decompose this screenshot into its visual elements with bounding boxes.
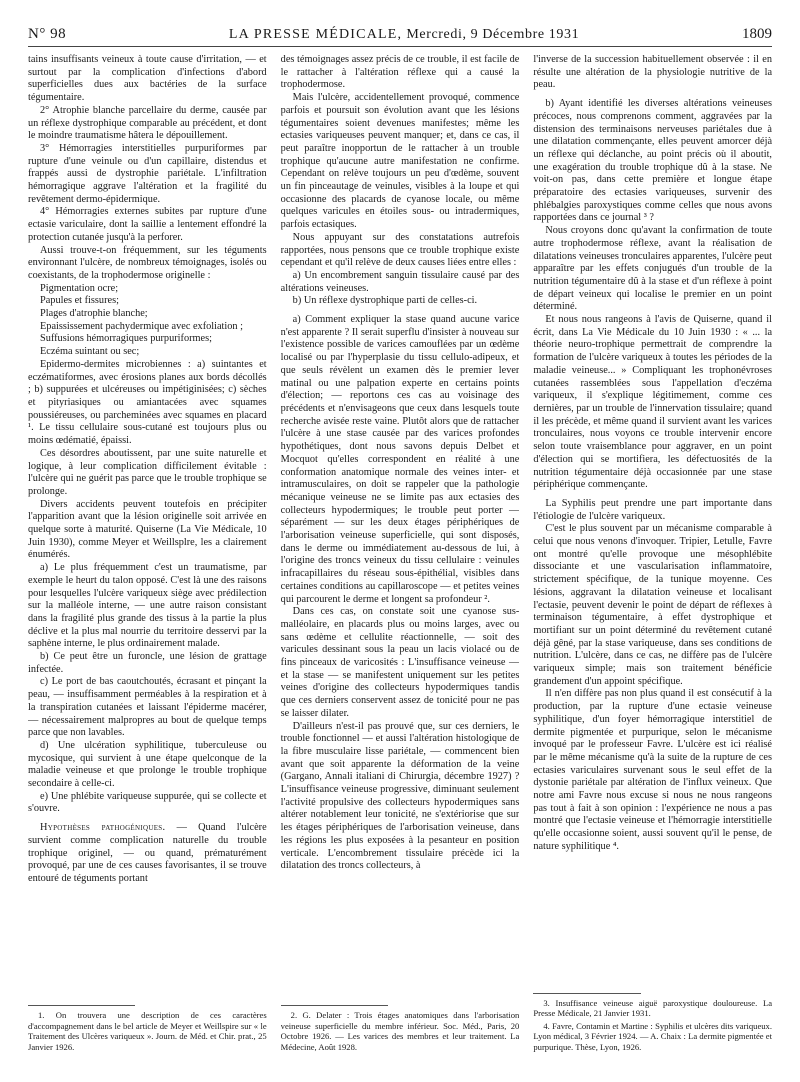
list-item: Epaississement pachydermique avec exfoliation ; <box>40 320 244 332</box>
section-text: — Quand l'ulcère survient comme complication naturelle du trouble trophique originel, — ou quand, prématurément provoqué, par une de ces causes favorisantes, il se trouve entouré de téguments portant <box>28 822 267 884</box>
list-item: Suffusions hémorragiques purpuriformes; <box>40 333 212 345</box>
page-number-right: 1809 <box>741 26 772 42</box>
footnotes <box>533 998 772 1054</box>
column-1-body <box>28 54 267 999</box>
column-3-body <box>533 54 772 987</box>
issue-date: Mercredi, 9 Décembre 1931 <box>406 27 580 42</box>
paragraph: b) Ce peut être un furoncle, une lésion de grattage infectée. <box>28 651 267 675</box>
column-1 <box>28 54 267 1054</box>
section-paragraph <box>28 822 267 886</box>
paragraph: c) Le port de bas caoutchoutés, écrasant et pinçant la peau, — insuffisamment perméables à la respiration et à la transpiration cutanées et laissant l'épiderme macérer, — nécessairement malpropres au bout de quelque temps parce que non lavables. <box>28 676 267 739</box>
paragraph: a) Un encombrement sanguin tissulaire causé par des altérations veineuses. <box>280 269 520 294</box>
paragraph: La Syphilis peut prendre une part importante dans l'étiologie de l'ulcère variqueux. <box>533 497 773 522</box>
paragraph: D'ailleurs n'est-il pas prouvé que, sur ces derniers, le trouble fonctionnel — et aussi l'altération histologique de la fibre musculaire lisse pariétale, — commencent bien avant que soit apparente la déformation de la veine (Gargano, Annali italiani di Chirurgia, décembre 1927) ? L'insuffisance veineuse progressive, diminuant seulement l'activité propulsive des collecteurs hypodermiques sans altérer notablement leur tonicité, ne s'extériorise que sur les étages périphériques de l'arborisation veineuse, dans les régions les plus exposées à la pesanteur en position verticale. L'encombrement tissulaire précède ici la dilatation des troncs collecteurs, à <box>280 720 520 872</box>
footnote-1: 1. On trouvera une description de ces caractères d'accompagnement dans le bel article de Meyer et Weillspire sur « le Traitement des Ulcères variqueux ». Journ. de Méd. et Chir. prat., 25 Janvier 1926. <box>28 1010 267 1052</box>
paragraph: Et nous nous rangeons à l'avis de Quiserne, quand il écrit, dans La Vie Médicale du 10 Juin 1930 : « ... la théorie neuro-trophique permettrait de comprendre la formation de l'ulcère variqueux à toutes les périodes de la maladie veineuse... » Compliquant les trophonévroses cutanées rassemblées sous l'appellation d'eczéma variqueux, il s'explique légitimement, comme ces dernières, par un trouble de l'innervation tissulaire; quand il les précède, et même quand il survient avant les varices tronculaires, nous voyons ce trouble intervenir encore selon toute vraisemblance pour aggraver, en un point d'élection qui se mortifiera, les défectuosités de la nutrition tégumentaire déjà occasionnée par une stase périphérique commençante. <box>533 314 773 491</box>
paragraph: Epidermo-dermites microbiennes : a) suintantes et eczématiformes, avec érosions planes aux bords décollés ; b) suppurées et ulcéreuses ou impétiginisées; c) sèches et pityriasiques ou amiantacées avec squames poussiéreuses, ou parcheminées avec squames en placard ¹. Le tissu cellulaire sous-cutané est toujours plus ou moins œdématié, épaissi. <box>28 358 267 447</box>
paragraph: d) Une ulcération syphilitique, tuberculeuse ou mycosique, qui survient à une étape quelconque de la maladie veineuse et que prolonge le trouble trophique secondaire à celle-ci. <box>28 739 267 790</box>
footnote-3: 3. Insuffisance veineuse aiguë paroxystique douloureuse. La Presse Médicale, 21 Janvier 1931. <box>533 997 773 1019</box>
paragraph: des témoignages assez précis de ce trouble, il est facile de le rattacher à l'altération réflexe qui a causé la trophodermose. <box>280 54 520 91</box>
paragraph: 4° Hémorragies externes subites par rupture d'une ectasie variculaire, dont la saillie a lentement effondré la protection cutanée jusqu'à la perforer. <box>28 206 267 243</box>
paragraph: l'inverse de la succession habituellement observée : il en résulte une altération de la physiologie nutritive de la peau. <box>533 54 773 91</box>
paragraph: Nous appuyant sur des constatations autrefois rapportées, nous pensons que ce trouble trophique existe cependant et qu'il relève de deux causes liées entre elles : <box>280 231 520 269</box>
paragraph: 2° Atrophie blanche parcellaire du derme, causée par un réflexe dystrophique comparable au précédent, et dont le moindre traumatisme hâtera le dépouillement. <box>28 104 267 142</box>
section-heading: Hypothèses pathogéniques. <box>40 822 166 834</box>
running-title <box>229 27 579 43</box>
list-item: Pigmentation ocre; <box>40 282 119 294</box>
footnote-rule <box>281 1005 388 1006</box>
paragraph: Aussi trouve-t-on fréquemment, sur les téguments environnant l'ulcère, de nombreux témoignages, isolés ou coexistants, de la trophodermose originelle : <box>28 244 267 281</box>
list-item: Plages d'atrophie blanche; <box>40 308 148 320</box>
paragraph: e) Une phlébite variqueuse suppurée, qui se collecte et s'ouvre. <box>28 790 267 815</box>
column-2-body <box>281 54 520 999</box>
paragraph: b) Ayant identifié les diverses altérations veineuses précoces, nous comprenons comment, aggravées par la distension des terminaisons nerveuses pariétales due à une dilatation commençante, elles peuvent amorcer déjà un réflexe qui déclanche, au point précis où il aboutit, une exagération du trouble trophique dû à la stase. Ne voit-on pas, dans cette première et longue étape préparatoire des ectasies variqueuses, survenir des phlébalgies paroxystiques comme celles que nous avons rapportées dans ce journal ³ ? <box>533 98 773 224</box>
paragraph: tains insuffisants veineux à toute cause d'irritation, — et surtout par la complication d'infections d'abord superficielles dues aux bactéries de la surface tégumentaire. <box>28 54 267 104</box>
article-columns <box>28 54 772 1054</box>
paragraph: a) Comment expliquer la stase quand aucune varice n'est apparente ? Il serait superflu d'insister à nouveau sur l'existence possible de varices camouflées par un œdème localisé ou par l'hyperplasie du tissu cellulo-adipeux, et que seuls révèlent un examen dès le premier lever matinal ou une palpation experte en certains points d'élection; — reportons ces cas au voisinage des précédents et n'envisageons que ceux dans lesquels toute recherche avisée reste vaine. Plutôt alors que de rattacher l'ulcère à une stase causée par des varices profondes hypothétiques, dont nous savons depuis Delbet et Mocquot qu'elles correspondent en réalité à une conformation anatomique normale des veines inter- et intramusculaires, on doit se rappeler que la pathologie mécanique veineuse ne se limite pas aux ectasies des collecteurs hypodermiques; le trouble peut porter — séparément — sur les deux étages périphériques de l'arborisation veineuse superficielle, qui sont disposés, dans le derme ou immédiatement au-dessous de lui, à l'origine des troncs veineux du tissu cellulaire : veinules infracapillaires du réseau sous-épithélial, visibles dans certaines conditions au capillaroscope — et petites veines qui parcourent le derme et longent sa profondeur ². <box>280 314 520 605</box>
paragraph: Ces désordres aboutissent, par une suite naturelle et logique, à leur complication difficilement évitable : l'ulcère qui ne guérit pas parce que le trouble trophique se prolonge. <box>28 447 267 497</box>
footnote-rule <box>533 993 640 994</box>
column-2 <box>281 54 520 1054</box>
page-number-left: N° 98 <box>28 26 67 42</box>
paragraph: C'est le plus souvent par un mécanisme comparable à celui que nous venons d'invoquer. Tripier, Letulle, Favre ont montré qu'elle provoque une mésophlébite dissociante et une vascularisation inflammatoire, strictement spécifique, de la tunique moyenne. Ces lésions, aggravant la dilatation veineuse et localisant l'ectasie, peuvent devenir le point de départ de réflexes à terminaison tégumentaire, à effet dystrophique et mortifiant sur un point déterminé du revêtement cutané déjà gêné, par la stase variqueuse, dans ses conditions de nutrition. L'ulcère, dans ce cas, ne diffère pas de l'ulcère variqueux simple; mais son traitement bénéficie grandement d'un appoint spécifique. <box>533 523 773 687</box>
footnote-rule <box>28 1005 135 1006</box>
page-header <box>28 26 772 47</box>
footnote-4: 4. Favre, Contamin et Martine : Syphilis et ulcères dits variqueux. Lyon médical, 3 Février 1924. — A. Chaix : La dermite pigmentée et purpurique. Thèse, Lyon, 1926. <box>533 1020 773 1052</box>
paragraph: a) Le plus fréquemment c'est un traumatisme, par exemple le heurt du talon opposé. C'est là une des raisons pour lesquelles l'ulcère variqueux siège avec prédilection sur la malléole interne, — une autre raison consistant dans la fragilité plus grande des tissus à la partie la plus déclive et la plus mal nourrie du territoire desservi par la saphène interne, le plus ordinairement malade. <box>28 562 267 650</box>
journal-name: LA PRESSE MÉDICALE, <box>228 27 403 42</box>
list-item: Papules et fissures; <box>40 295 119 307</box>
paragraph: Divers accidents peuvent toutefois en précipiter l'apparition avant que la lésion originelle soit arrivée en quelque sorte à maturité. Quiserne (La Vie Médicale, 10 Juin 1930), comme Meyer et Weillsplre, les a clairement énumérés. <box>28 498 267 561</box>
paragraph: b) Un réflexe dystrophique parti de celles-ci. <box>292 295 478 307</box>
paragraph: Dans ces cas, on constate soit une cyanose sus-malléolaire, en placards plus ou moins larges, avec ou sans œdème et cellulite réactionnelle, — soit des varicules dessinant sous la peau un lacis violacé ou de fins pinceaux de varicosités : L'insuffisance veineuse — et la stase — se manifestent uniquement sur les petites veines d'origine des collecteurs hypodermiques tandis que ces derniers conservent assez de tonicité pour ne pas se laisser dilater. <box>280 606 520 719</box>
paragraph: Il n'en diffère pas non plus quand il est consécutif à la production, par la rupture d'une ectasie veineuse syphilitique, d'un foyer hémorragique interstitiel de dermite pigmentée et purpurique, selon le mécanisme invoqué par le professeur Favre. L'ulcère est ici réalisé par le même mécanisme qu'à la suite de la rupture de ces ectasies variculaires survenant sous le seul effet de la dystonie pariétale par altération de l'influx veineux. Que notre ami Favre nous excuse si nous ne nous rangeons pas tout à fait à son opinion : l'expérience ne nous a pas montré que l'ectasie veineuse et l'hémorragie interstitielle qu'elle occasionne soient, aussi souvent qu'il le pense, de nature syphilitique ⁴. <box>533 688 773 852</box>
footnotes <box>281 1010 520 1054</box>
paragraph: Nous croyons donc qu'avant la confirmation de toute autre trophodermose réflexe, avant la réalisation de dilatations veineuses tronculaires apparentes, l'ulcère peut apparaître par les effets conjugués d'un trouble de la nutrition tégumentaire dû à la stase et d'un réflexe à point de départ veineux qui localise le premier en un point déterminé. <box>533 225 773 313</box>
footnotes <box>28 1010 267 1054</box>
paragraph: Mais l'ulcère, accidentellement provoqué, commence parfois et poursuit son évolution avant que les lésions tégumentaires soient devenues manifestes; même les ectasies variqueuses peuvent manquer; et, dans ce cas, il peut paraître inopportun de le rattacher à un trouble trophique qu'aucune autre manifestation ne confirme. Cependant on relève toujours un peu d'œdème, souvent un fin pinceautage de veinules, visibles à la loupe et qui occasionne des placards de cyanose locale, ou même quelques varicules en étoiles sous- ou intradermiques, parfois ectasiques. <box>280 92 520 231</box>
column-3 <box>533 54 772 1054</box>
footnote-2: 2. G. Delater : Trois étages anatomiques dans l'arborisation veineuse superficielle du membre inférieur. Soc. Méd., Paris, 20 Octobre 1926. — Les varices des membres et leur traitement. La Médecine, Août 1928. <box>280 1010 520 1052</box>
paragraph: 3° Hémorragies interstitielles purpuriformes par rupture d'une veinule ou d'un capillaire, distendus et frappés aussi de dystrophie pariétale. L'infiltration hémorragique aggrave l'altération et la fragilité du revêtement dermo-épidermique. <box>28 142 267 205</box>
list-item: Eczéma suintant ou sec; <box>40 346 140 358</box>
